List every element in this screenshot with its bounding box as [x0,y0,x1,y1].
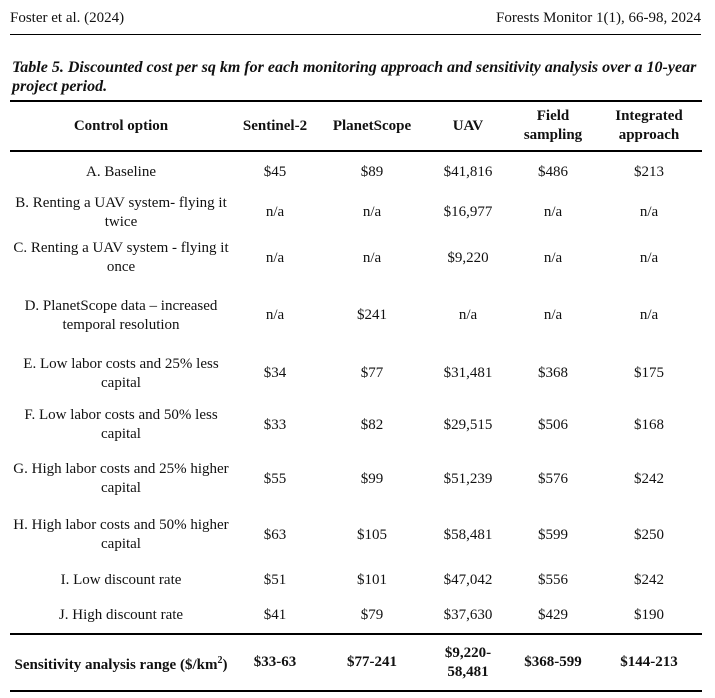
cell-field-sampling: $556 [538,572,568,588]
cell-integrated: $242 [634,470,664,487]
cell-planetscope: $241 [357,307,387,323]
cell-field-sampling: $429 [538,607,568,623]
cell-uav: $31,481 [443,365,493,381]
cell-control-option: A. Baseline [86,163,156,180]
cell-integrated: $242 [634,572,664,588]
cell-control-option: F. Low labor costs and 50% less capital [24,407,218,442]
cost-table [10,100,702,692]
cell-planetscope: $89 [360,163,384,180]
col-header-uav: UAV [452,117,484,134]
cell-uav: $41,816 [443,163,493,180]
table-row [10,151,702,192]
col-header-integrated: Integrated approach [615,108,683,143]
cell-sentinel2: $33 [263,416,287,433]
cell-sentinel2: $51 [263,572,287,588]
header-rule [10,34,701,35]
table-header-row [10,101,702,151]
cell-planetscope: n/a [362,204,382,220]
header-authors: Foster et al. (2024) [10,10,125,26]
cell-uav: $16,977 [443,204,493,220]
cell-uav: $29,515 [443,416,493,433]
cell-field-sampling: $506 [538,416,568,433]
cell-sentinel2: n/a [265,307,285,323]
header-journal: Forests Monitor 1(1), 66-98, 2024 [496,10,701,26]
cell-control-option: B. Renting a UAV system- flying it twice [15,194,227,230]
cell-control-option: I. Low discount rate [60,572,182,588]
summary-uav: $9,220-58,481 [444,644,492,680]
cell-planetscope: $82 [360,416,384,433]
cell-field-sampling: n/a [543,204,563,220]
cell-integrated: n/a [639,249,659,266]
cell-uav: $37,630 [443,607,493,623]
table-row [10,192,702,233]
summary-planetscope: $77-241 [347,654,397,670]
col-header-sentinel2: Sentinel-2 [242,117,308,134]
cell-planetscope: $77 [360,365,384,381]
summary-label-text: Sensitivity analysis range ($/km [14,656,218,673]
table-row [10,399,702,451]
cell-integrated: $175 [634,365,664,381]
summary-label-close: ) [222,656,228,673]
cell-field-sampling: $599 [538,526,568,543]
cell-sentinel2: $41 [263,607,287,623]
summary-sentinel2: $33-63 [253,654,297,670]
cell-planetscope: $101 [357,572,387,588]
cell-sentinel2: $34 [263,365,287,381]
table-row [10,507,702,563]
cell-sentinel2: n/a [265,204,285,220]
cell-integrated: $213 [634,163,664,180]
cell-uav: $47,042 [443,572,493,588]
table-row [10,563,702,598]
cell-planetscope: $99 [360,470,384,487]
cell-control-option: G. High labor costs and 25% higher capital [13,461,229,496]
cell-planetscope: $105 [357,526,387,543]
cell-uav: $9,220 [447,249,489,266]
table-body [10,151,702,691]
table-row [10,451,702,507]
col-header-planetscope: PlanetScope [332,117,412,134]
col-header-field-sampling: Field sampling [523,108,583,143]
summary-label-superscript: 2 [217,654,223,666]
cell-field-sampling: n/a [543,249,563,266]
cell-field-sampling: $576 [538,470,568,487]
cell-integrated: $190 [634,607,664,623]
cell-sentinel2: $45 [263,163,287,180]
cell-uav: $58,481 [443,526,493,543]
table-row [10,598,702,634]
cell-control-option: E. Low labor costs and 25% less capital [23,355,219,391]
cell-uav: n/a [458,307,478,323]
cell-control-option: D. PlanetScope data – increased temporal resolution [24,297,218,333]
table-row [10,283,702,348]
cell-control-option: J. High discount rate [58,607,184,623]
summary-row [10,634,702,691]
cell-sentinel2: $63 [263,526,287,543]
cell-integrated: n/a [639,204,659,220]
cell-uav: $51,239 [443,470,493,487]
cell-sentinel2: n/a [265,249,285,266]
running-header [10,10,701,27]
cell-planetscope: n/a [362,249,382,266]
cell-control-option: C. Renting a UAV system - flying it once [13,240,229,275]
table-row [10,233,702,283]
summary-integrated: $144-213 [620,654,678,670]
summary-label [10,634,232,691]
col-header-control-option: Control option [73,117,169,134]
summary-field-sampling: $368-599 [524,654,582,670]
cell-field-sampling: $486 [538,163,568,180]
cell-control-option: H. High labor costs and 50% higher capital [13,517,229,552]
table-row [10,348,702,399]
cell-planetscope: $79 [360,607,384,623]
cell-integrated: $250 [634,526,664,543]
cell-field-sampling: $368 [538,365,568,381]
cell-field-sampling: n/a [543,307,563,323]
cell-integrated: $168 [634,416,664,433]
cell-integrated: n/a [639,307,659,323]
cell-sentinel2: $55 [263,470,287,487]
table-caption: Table 5. Discounted cost per sq km for each monitoring approach and sensitivity analysis over a 10-year project period. [12,59,697,95]
